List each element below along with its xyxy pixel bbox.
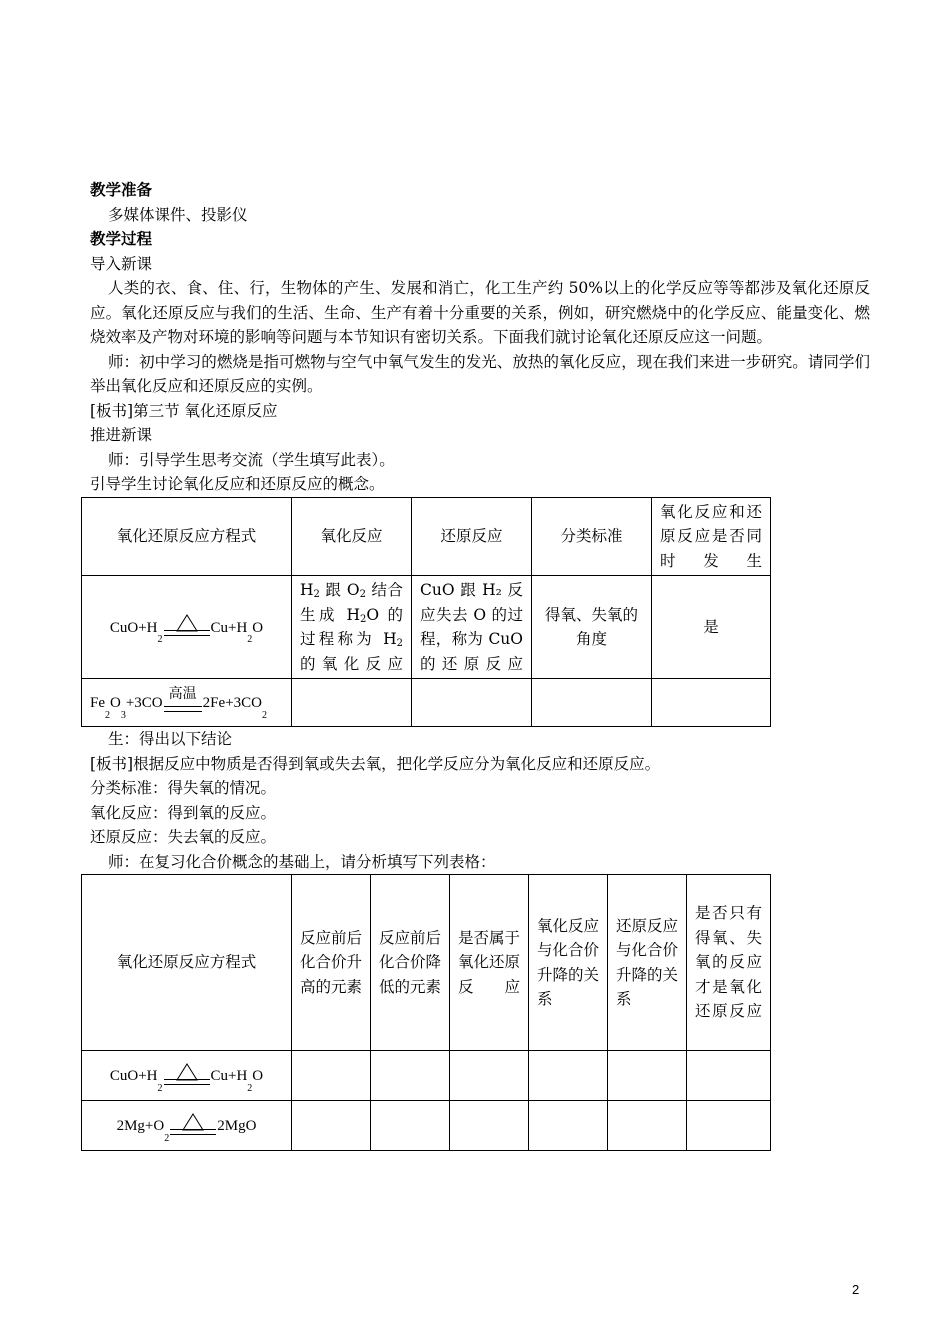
prep-text: 多媒体课件、投影仪 (108, 205, 248, 224)
heat-arrow (170, 1113, 216, 1139)
header-cell: 氧化反应 (292, 497, 412, 576)
table-row (82, 1101, 771, 1151)
intro-paragraph-2: 师：初中学习的燃烧是指可燃物与空气中氧气发生的发光、放热的氧化反应，现在我们来进一步研究。请同学们举出氧化反应和还原反应的实例。 (90, 352, 870, 395)
classify-cell: 得氧、失氧的角度 (532, 576, 652, 679)
student-conclusion: 生：得出以下结论 (108, 730, 233, 748)
reduction-cell: CuO 跟 H₂ 反应失去 O 的过程，称为 CuO 的还原反应 (412, 576, 532, 679)
empty-cell (529, 1101, 608, 1151)
board-note-2: [板书]根据反应中物质是否得到氧或失去氧，把化学反应分为氧化反应和还原反应。 (90, 754, 661, 773)
equation-cell (82, 679, 292, 727)
header-cell: 氧化还原反应方程式 (82, 497, 292, 576)
header-cell: 还原反应 (412, 497, 532, 576)
empty-cell (292, 1051, 371, 1101)
equation-cell (82, 1051, 292, 1101)
empty-cell (450, 1051, 529, 1101)
equation-cuo-h2: CuO+H 2 Cu+H 2 O (110, 614, 263, 640)
table-row (82, 679, 771, 727)
empty-cell (371, 1051, 450, 1101)
header-cell: 分类标准 (532, 497, 652, 576)
classify-standard: 分类标准：得失氧的情况。 (90, 779, 277, 797)
header-cell: 是否属于氧化还原反应 (450, 875, 529, 1051)
empty-cell (532, 679, 652, 727)
heat-arrow (164, 1063, 210, 1089)
oxidation-cell: $H_2$ 跟 $O_2$ 结合生成 $H_2O$ 的过程称为 $H_2$ 的氧化反应 (292, 576, 412, 679)
intro-heading: 导入新课 (90, 254, 153, 273)
empty-cell (652, 679, 771, 727)
document-page (90, 178, 870, 1151)
empty-cell (292, 1101, 371, 1151)
table-row (82, 576, 771, 679)
equation-mg-o2: 2Mg+O 2 2MgO (117, 1113, 257, 1139)
empty-cell (529, 1051, 608, 1101)
empty-cell (687, 1051, 771, 1101)
prep-heading: 教学准备 (90, 180, 153, 199)
heat-arrow (164, 614, 210, 640)
advance-heading: 推进新课 (90, 426, 153, 444)
process-heading: 教学过程 (90, 229, 153, 248)
header-cell: 还原反应与化合价升降的关系 (608, 875, 687, 1051)
oxidation-definition: 氧化反应：得到氧的反应。 (90, 803, 277, 822)
table-valence-analysis (81, 874, 771, 1151)
high-temp-arrow (164, 686, 202, 716)
reduction-definition: 还原反应：失去氧的反应。 (90, 828, 277, 846)
teacher-prompt: 师：在复习化合价概念的基础上，请分析填写下列表格： (108, 852, 496, 871)
equation-cell (82, 1101, 292, 1151)
same-time-cell: 是 (652, 576, 771, 679)
equation-fe2o3-co: Fe 2 O 3 +3CO 高温 2Fe+3CO 2 (90, 686, 267, 721)
header-cell: 反应前后化合价降低的元素 (371, 875, 450, 1051)
empty-cell (292, 679, 412, 727)
advance-paragraph-1: 师：引导学生思考交流（学生填写此表）。 (108, 450, 395, 469)
header-cell: 氧化还原反应方程式 (82, 875, 292, 1051)
header-cell: 氧化反应和还原反应是否同时发生 (652, 497, 771, 576)
intro-paragraph-1: 人类的衣、食、住、行，生物体的产生、发展和消亡，化工生产约 50%以上的化学反应等等都涉及氧化还原反应。氧化还原反应与我们的生活、生命、生产有着十分重要的关系，例如，研究燃烧中的化学反应、能量变化、燃烧效率及产物对环境的影响等问题与本节知识有密切关系。下面我们就讨论氧化还原反应这一问题。 (90, 279, 870, 346)
empty-cell (687, 1101, 771, 1151)
empty-cell (608, 1101, 687, 1151)
advance-paragraph-2: 引导学生讨论氧化反应和还原反应的概念。 (90, 475, 385, 493)
header-cell: 反应前后化合价升高的元素 (292, 875, 371, 1051)
empty-cell (412, 679, 532, 727)
table-row (82, 875, 771, 1051)
table-oxidation-reduction (81, 497, 771, 728)
header-cell: 氧化反应与化合价升降的关系 (529, 875, 608, 1051)
table-row (82, 1051, 771, 1101)
equation-cell (82, 576, 292, 679)
equation-cuo-h2: CuO+H 2 Cu+H 2 O (110, 1063, 263, 1089)
board-note-1: [板书]第三节 氧化还原反应 (90, 401, 278, 420)
page-number: 2 (852, 1282, 860, 1297)
empty-cell (450, 1101, 529, 1151)
empty-cell (371, 1101, 450, 1151)
header-cell: 是否只有得氧、失氧的反应才是氧化还原反应 (687, 875, 771, 1051)
table-row (82, 497, 771, 576)
empty-cell (608, 1051, 687, 1101)
condition-label: 高温 (168, 686, 197, 702)
